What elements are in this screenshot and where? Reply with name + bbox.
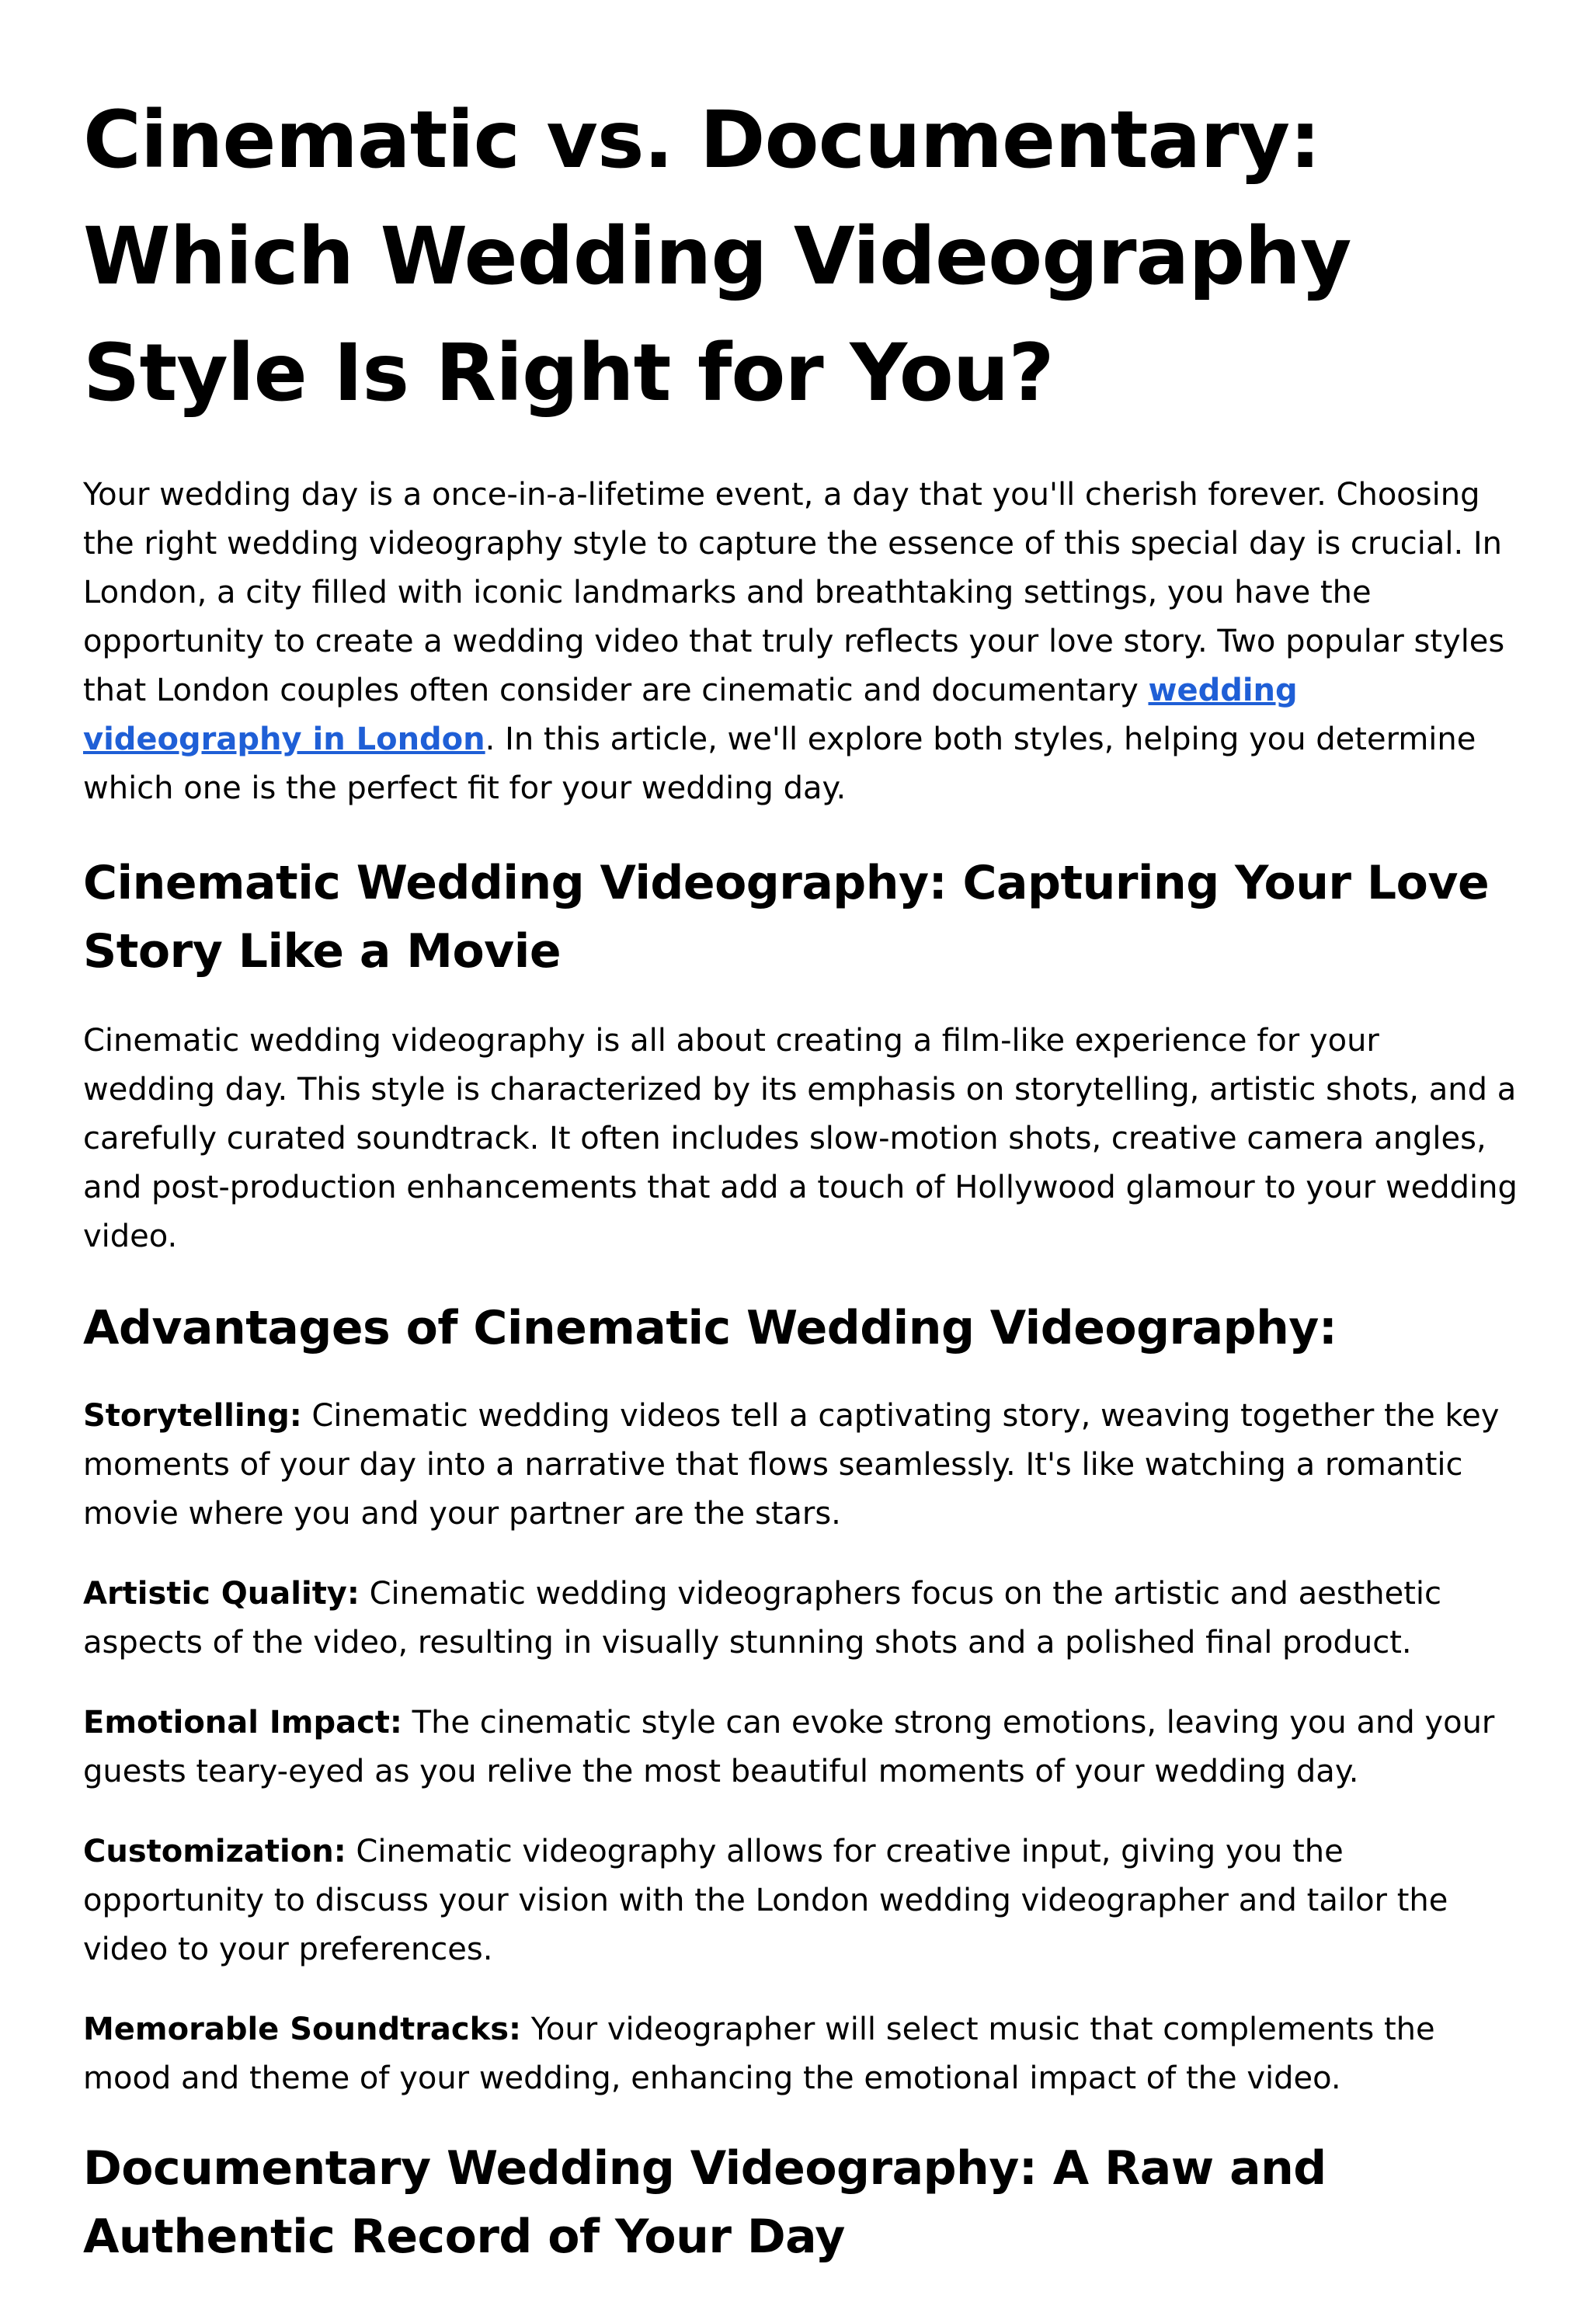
cinematic-section-heading: Cinematic Wedding Videography: Capturing Your Love Story Like a Movie (83, 856, 1490, 979)
advantage-text: The cinematic style can evoke strong emotions, leaving you and your guests teary-eyed as you relive the most beautiful moments of your wedding day. (83, 1705, 1495, 1789)
advantage-label: Storytelling: (83, 1398, 302, 1434)
advantage-label: Customization: (83, 1834, 346, 1869)
advantage-text: Cinematic wedding videos tell a captivating story, weaving together the key moments of your day into a narrative that flows seamlessly. It's like watching a romantic movie where you and your partner are the stars. (83, 1398, 1500, 1532)
advantage-item-artistic-quality (83, 1570, 1520, 1667)
advantages-heading: Advantages of Cinematic Wedding Videography: (83, 1301, 1337, 1355)
documentary-section-heading: Documentary Wedding Videography: A Raw and Authentic Record of Your Day (83, 2141, 1327, 2264)
intro-paragraph (83, 471, 1520, 813)
advantage-text: Your videographer will select music that complements the mood and theme of your wedding, enhancing the emotional impact of the video. (83, 2012, 1435, 2096)
cinematic-section-paragraph: Cinematic wedding videography is all about creating a film-like experience for your wedding day. This style is characterized by its emphasis on storytelling, artistic shots, and a carefully curated soundtrack. It often includes slow-motion shots, creative camera angles, and post-production enhancements that add a touch of Hollywood glamour to your wedding video. (83, 1023, 1518, 1254)
advantage-text: Cinematic wedding videographers focus on the artistic and aesthetic aspects of the video, resulting in visually stunning shots and a polished final product. (83, 1576, 1442, 1661)
wedding-videography-london-link[interactable]: wedding videography in London (83, 673, 1298, 757)
advantage-item-memorable-soundtracks (83, 2005, 1520, 2103)
advantage-label: Memorable Soundtracks: (83, 2012, 522, 2047)
page-title: Cinematic vs. Documentary: Which Wedding Videography Style Is Right for You? (83, 94, 1351, 419)
advantage-text: Cinematic videography allows for creative input, giving you the opportunity to discuss your vision with the London wedding videographer and tailor the video to your preferences. (83, 1834, 1448, 1967)
advantage-label: Emotional Impact: (83, 1705, 402, 1741)
intro-text-before-link: Your wedding day is a once-in-a-lifetime event, a day that you'll cherish forever. Choosing the right wedding videography style to capture the essence of this special day is crucial. In London, a city filled with iconic landmarks and breathtaking settings, you have the opportunity to create a wedding video that truly reflects your love story. Two popular styles that London couples often consider are cinematic and documentary (83, 477, 1505, 708)
intro-text-after-link: . In this article, we'll explore both styles, helping you determine which one is the perfect fit for your wedding day. (83, 722, 1476, 806)
advantage-item-emotional-impact (83, 1699, 1520, 1796)
advantage-item-storytelling (83, 1392, 1520, 1539)
advantage-label: Artistic Quality: (83, 1576, 360, 1612)
advantage-item-customization (83, 1827, 1520, 1974)
